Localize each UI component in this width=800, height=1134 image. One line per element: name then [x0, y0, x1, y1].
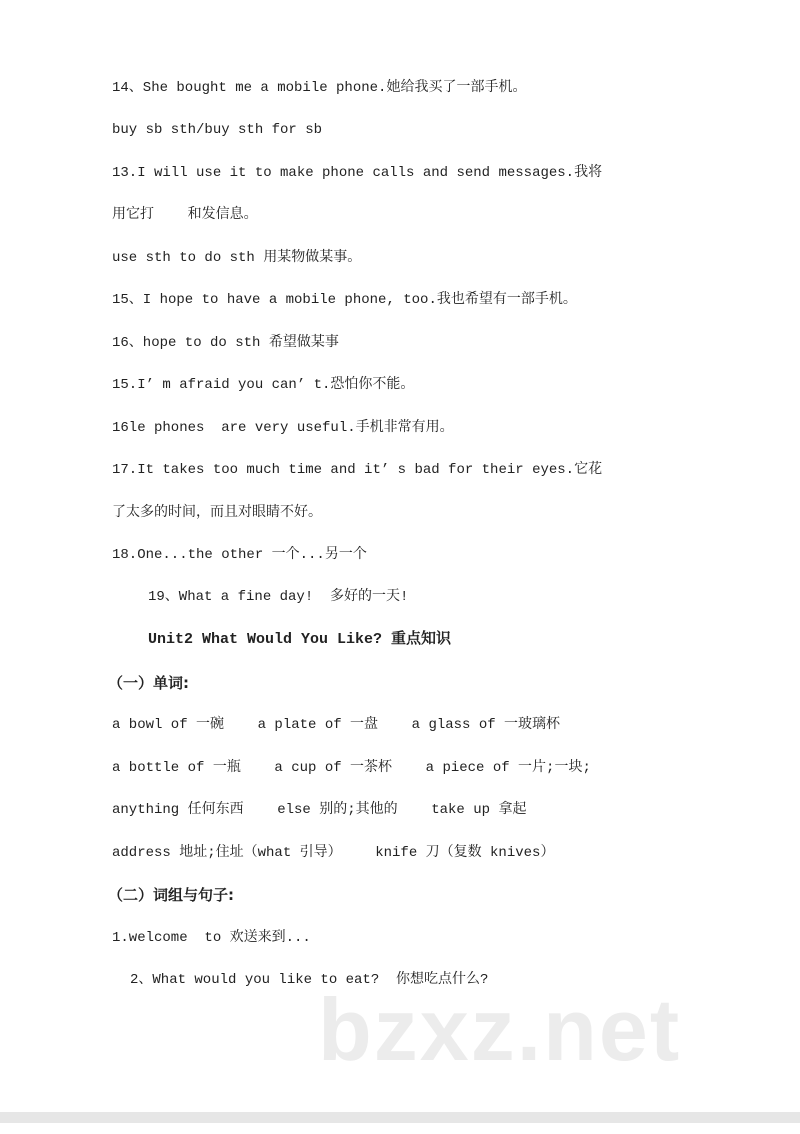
text-line: 19、What a fine day! 多好的一天! — [148, 589, 409, 605]
text-line: a bottle of 一瓶 a cup of 一茶杯 a piece of 一片;一块; — [112, 760, 591, 776]
text-line: 2、What would you like to eat? 你想吃点什么? — [130, 972, 489, 988]
text-line: 了太多的时间，而且对眼睛不好。 — [112, 505, 322, 521]
section-heading-words: （一）单词: — [108, 674, 189, 692]
text-line: address 地址;住址（what 引导） knife 刀（复数 knives） — [112, 845, 555, 861]
text-line: 17.It takes too much time and it’ s bad for their eyes.它花 — [112, 462, 603, 478]
page-bottom-divider — [0, 1112, 800, 1123]
unit-heading: Unit2 What Would You Like? 重点知识 — [148, 631, 452, 648]
text-line: anything 任何东西 else 别的;其他的 take up 拿起 — [112, 802, 527, 818]
text-line: 16le phones are very useful.手机非常有用。 — [112, 420, 454, 436]
text-line: buy sb sth/buy sth for sb — [112, 122, 323, 138]
text-line: 14、She bought me a mobile phone.她给我买了一部手机。 — [112, 80, 527, 96]
text-line: 18.One...the other 一个...另一个 — [112, 547, 367, 563]
text-line: a bowl of 一碗 a plate of 一盘 a glass of 一玻璃杯 — [112, 717, 561, 733]
watermark: bzxz.net — [318, 980, 682, 1079]
text-line: 15.I’ m afraid you can’ t.恐怕你不能。 — [112, 377, 415, 393]
text-line: 15、I hope to have a mobile phone, too.我也希望有一部手机。 — [112, 292, 577, 308]
text-line: 16、hope to do sth 希望做某事 — [112, 335, 339, 351]
text-line: use sth to do sth 用某物做某事。 — [112, 250, 362, 266]
text-line: 13.I will use it to make phone calls and send messages.我将 — [112, 165, 603, 181]
text-line: 1.welcome to 欢送来到... — [112, 930, 311, 946]
text-line: 用它打 和发信息。 — [112, 207, 258, 223]
section-heading-phrases: （二）词组与句子: — [108, 886, 234, 904]
